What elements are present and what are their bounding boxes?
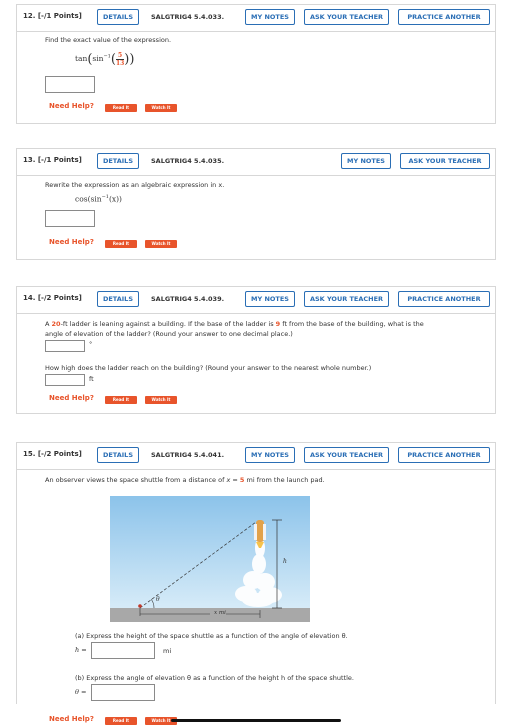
question-code: SALGTRIG4 5.4.033. [151, 13, 225, 21]
answer-input[interactable] [45, 76, 95, 93]
answer-input[interactable] [45, 210, 95, 227]
question-header [17, 5, 495, 32]
ladder-distance: 9 [275, 320, 281, 328]
ask-teacher-button[interactable]: ASK YOUR TEACHER [400, 153, 490, 169]
question-prompt: An observer views the space shuttle from a distance of x = 5 mi from the launch pad. [45, 476, 325, 484]
practice-another-button[interactable]: PRACTICE ANOTHER [398, 9, 490, 25]
question-number: 15. [-/2 Points] [23, 450, 82, 458]
part-b-answer-input[interactable] [91, 684, 155, 701]
read-it-button[interactable]: Read It [105, 717, 137, 725]
shuttle-distance: 5 [239, 476, 245, 484]
figure-x-label: x mi [214, 610, 226, 616]
question-12 [16, 4, 496, 124]
read-it-button[interactable]: Read It [105, 396, 137, 404]
ask-teacher-button[interactable]: ASK YOUR TEACHER [304, 9, 389, 25]
degree-unit: ° [89, 340, 93, 348]
question-header [17, 287, 495, 314]
math-expression: $\tan(\sin^{-1}$( $\frac{5}{13}$ )) [75, 51, 135, 67]
details-button[interactable]: DETAILS [97, 291, 139, 307]
my-notes-button[interactable]: MY NOTES [245, 447, 295, 463]
watch-it-button[interactable]: Watch It [145, 717, 177, 725]
h-equals-label: h = [75, 646, 87, 654]
practice-another-button[interactable]: PRACTICE ANOTHER [398, 291, 490, 307]
part-a-prompt: (a) Express the height of the space shuttle as a function of the angle of elevation θ. [75, 632, 348, 640]
feet-unit: ft [89, 375, 94, 383]
question-code: SALGTRIG4 5.4.035. [151, 157, 225, 165]
question-15 [16, 442, 496, 723]
question-prompt-line-1: A 20-ft ladder is leaning against a building. If the base of the ladder is 9 ft from the base of the building, what is the [45, 320, 424, 328]
details-button[interactable]: DETAILS [97, 447, 139, 463]
details-button[interactable]: DETAILS [97, 153, 139, 169]
figure-theta-label: θ [156, 596, 160, 603]
math-expression: $\cos(\sin^{-1}(x))$ [75, 194, 122, 204]
question-number: 13. [-/1 Points] [23, 156, 82, 164]
mi-unit: mi [163, 647, 172, 655]
watch-it-button[interactable]: Watch It [145, 396, 177, 404]
question-prompt: Find the exact value of the expression. [45, 36, 172, 44]
question-13 [16, 148, 496, 260]
shuttle-figure [110, 496, 310, 622]
read-it-button[interactable]: Read It [105, 104, 137, 112]
angle-answer-input[interactable] [45, 340, 85, 352]
part-b-prompt: (b) Express the angle of elevation θ as a function of the height h of the space shuttle. [75, 674, 355, 682]
my-notes-button[interactable]: MY NOTES [245, 9, 295, 25]
question-number: 12. [-/1 Points] [23, 12, 82, 20]
part-a-answer-input[interactable] [91, 642, 155, 659]
ask-teacher-button[interactable]: ASK YOUR TEACHER [304, 291, 389, 307]
need-help-label: Need Help? [49, 394, 94, 402]
ladder-length: 20 [51, 320, 61, 328]
details-button[interactable]: DETAILS [97, 9, 139, 25]
fraction-numerator: 5 [116, 52, 124, 60]
ink-scribble [171, 719, 341, 722]
question-header [17, 443, 495, 470]
question-prompt-2: How high does the ladder reach on the building? (Round your answer to the nearest whole number.) [45, 364, 372, 372]
theta-equals-label: θ = [75, 688, 87, 696]
practice-another-button[interactable]: PRACTICE ANOTHER [398, 447, 490, 463]
need-help-label: Need Help? [49, 715, 94, 723]
question-code: SALGTRIG4 5.4.041. [151, 451, 225, 459]
watch-it-button[interactable]: Watch It [145, 104, 177, 112]
question-prompt-line-2: angle of elevation of the ladder? (Round your answer to one decimal place.) [45, 330, 293, 338]
fraction-denominator: 13 [115, 59, 125, 67]
my-notes-button[interactable]: MY NOTES [245, 291, 295, 307]
need-help-label: Need Help? [49, 102, 94, 110]
question-number: 14. [-/2 Points] [23, 294, 82, 302]
height-answer-input[interactable] [45, 374, 85, 386]
need-help-label: Need Help? [49, 238, 94, 246]
question-code: SALGTRIG4 5.4.039. [151, 295, 225, 303]
question-header [17, 149, 495, 176]
ask-teacher-button[interactable]: ASK YOUR TEACHER [304, 447, 389, 463]
watch-it-button[interactable]: Watch It [145, 240, 177, 248]
question-prompt: Rewrite the expression as an algebraic expression in x. [45, 181, 225, 189]
my-notes-button[interactable]: MY NOTES [341, 153, 391, 169]
read-it-button[interactable]: Read It [105, 240, 137, 248]
question-14 [16, 286, 496, 414]
figure-h-label: h [283, 558, 287, 565]
